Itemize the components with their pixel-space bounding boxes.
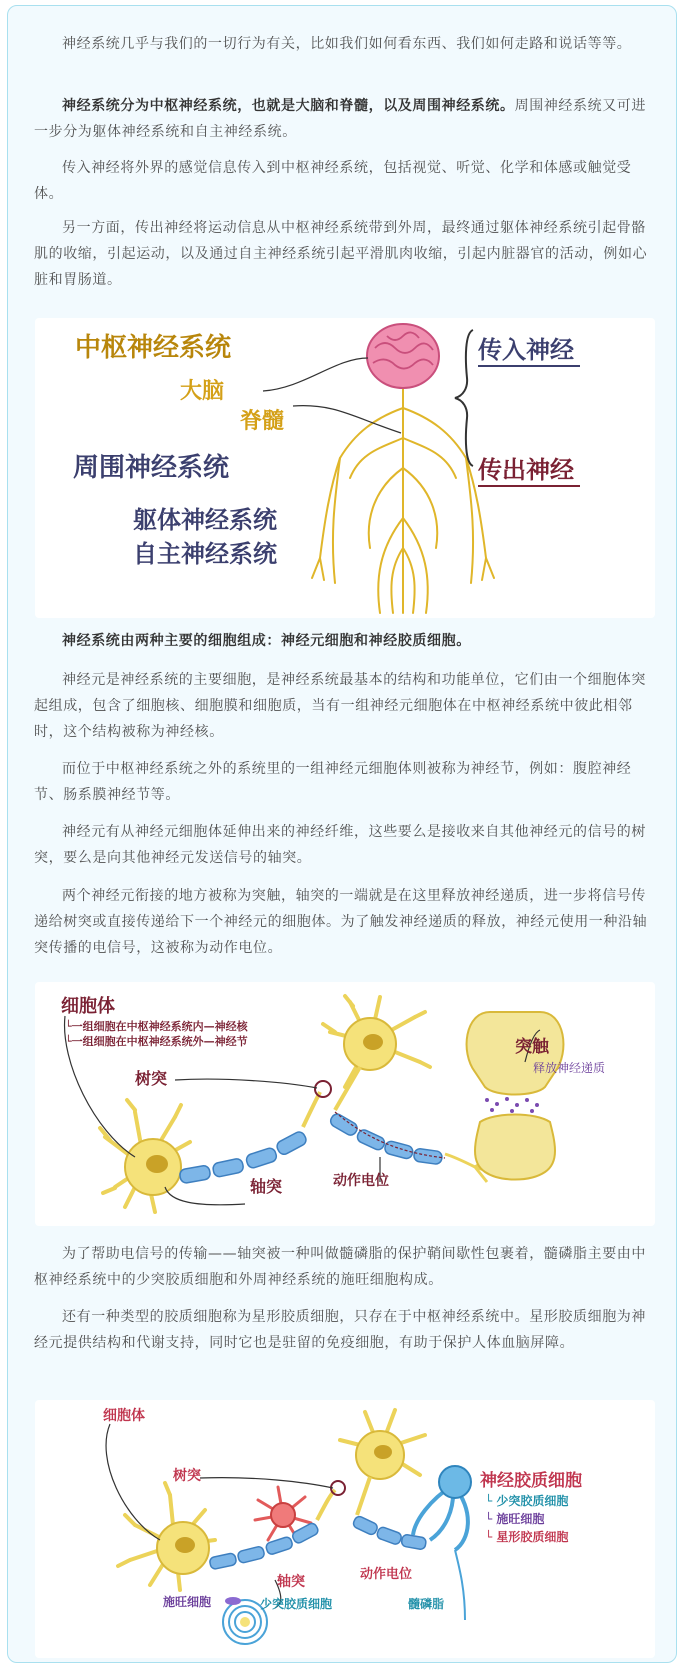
axon-label-2: 轴突 [277,1574,305,1590]
dendrite-label: 树突 [135,1069,168,1088]
synapse-label: 突触 [515,1037,549,1057]
ganglion-note: └一组细胞在中枢神经系统外—神经节 [65,1035,248,1048]
schwann-legend: └ 施旺细胞 [485,1512,545,1526]
glia-title: 神经胶质细胞 [480,1471,582,1491]
paragraph-2 [34,93,654,145]
dendrite-label-2: 树突 [173,1468,201,1484]
action-potential-label: 动作电位 [333,1173,389,1189]
paragraph-10: 为了帮助电信号的传输——轴突被一种叫做髓磷脂的保护鞘间歇性包裹着，髓磷脂主要由中枢神经系统中的少突胶质细胞和外周神经系统的施旺细胞构成。 [34,1246,646,1288]
paragraph-3: 传入神经将外界的感觉信息传入到中枢神经系统，包括视觉、听觉、化学和体感或触觉受体。 [34,160,632,202]
afferent-label: 传入神经 [478,336,574,364]
cell-body-label: 细胞体 [61,996,115,1017]
neuron-synapse-figure [35,982,655,1226]
paragraph-7: 而位于中枢神经系统之外的系统里的一组神经元细胞体则被称为神经节，例如：腹腔神经节、肠系膜神经节等。 [34,761,632,803]
paragraph-1: 神经系统几乎与我们的一切行为有关，比如我们如何看东西、我们如何走路和说话等等。 [62,36,632,52]
paragraph-6: 神经元是神经系统的主要细胞，是神经系统最基本的结构和功能单位，它们由一个细胞体突起组成，包含了细胞核、细胞膜和细胞质，当有一组神经元细胞体在中枢神经系统中彼此相邻时，这个结构被称为神经核。 [34,672,646,740]
paragraph-2-bold: 神经系统分为中枢神经系统，也就是大脑和脊髓，以及周围神经系统。 [62,98,515,114]
neurotransmitter-label: 释放神经递质 [533,1061,606,1075]
oligo-label: 少突胶质细胞 [260,1597,333,1611]
axon-label: 轴突 [250,1177,283,1196]
paragraph-5 [34,628,654,654]
nervous-system-figure [35,318,655,618]
somatic-label: 躯体神经系统 [133,506,277,534]
efferent-label: 传出神经 [478,456,574,484]
paragraph-2-rest: 周围神经系统又可进一步分为躯体神经系统和自主神经系统。 [34,98,647,140]
paragraph-8: 神经元有从神经元细胞体延伸出来的神经纤维，这些要么是接收来自其他神经元的信号的树突，要么是向其他神经元发送信号的轴突。 [34,824,646,866]
cns-label: 中枢神经系统 [75,333,232,363]
oligo-legend: └ 少突胶质细胞 [485,1494,569,1508]
paragraph-11: 还有一种类型的胶质细胞称为星形胶质细胞，只存在于中枢神经系统中。星形胶质细胞为神经元提供结构和代谢支持，同时它也是驻留的免疫细胞，有助于保护人体血脑屏障。 [34,1309,646,1351]
schwann-label: 施旺细胞 [163,1595,212,1609]
brain-label: 大脑 [180,379,225,404]
autonomic-label: 自主神经系统 [133,540,277,568]
paragraph-5-bold: 神经系统由两种主要的细胞组成：神经元细胞和神经胶质细胞。 [62,633,471,649]
pns-label: 周围神经系统 [73,453,230,483]
paragraph-4: 另一方面，传出神经将运动信息从中枢神经系统带到外周，最终通过躯体神经系统引起骨骼肌的收缩，引起运动，以及通过自主神经系统引起平滑肌肉收缩，引起内脏器官的活动，例如心脏和胃肠道。 [34,220,648,288]
spinal-cord-label: 脊髓 [240,409,285,434]
nucleus-note: └一组细胞在中枢神经系统内—神经核 [65,1020,248,1033]
astro-legend: └ 星形胶质细胞 [485,1530,569,1544]
myelin-label: 髓磷脂 [408,1597,445,1611]
cell-body-label-2: 细胞体 [103,1408,145,1424]
action-potential-label-2: 动作电位 [360,1567,413,1582]
glial-cells-figure [35,1400,655,1658]
paragraph-9: 两个神经元衔接的地方被称为突触，轴突的一端就是在这里释放神经递质，进一步将信号传递给树突或直接传递给下一个神经元的细胞体。为了触发神经递质的释放，神经元使用一种沿轴突传播的电信号，这被称为动作电位。 [34,888,648,956]
